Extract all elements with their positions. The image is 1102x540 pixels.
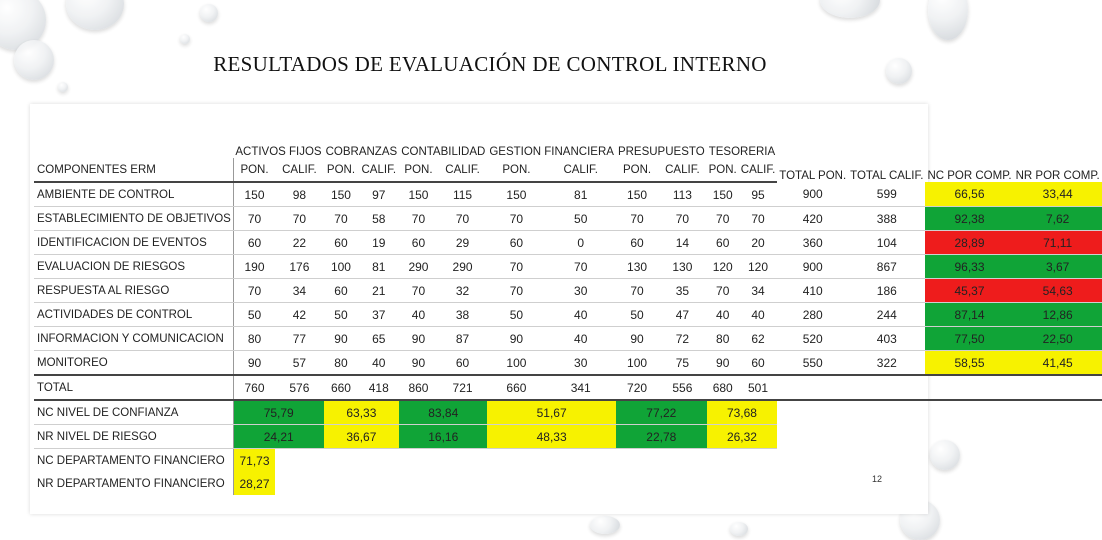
value-cell: 77 <box>275 327 323 351</box>
water-drop-decoration <box>66 0 124 30</box>
nr-nivel-cell: 22,78 <box>616 425 707 449</box>
table-row <box>34 425 1102 449</box>
nc-cell: 77,50 <box>925 327 1013 351</box>
col-header-total-pon: TOTAL PON. <box>779 170 847 182</box>
value-cell: 37 <box>358 303 399 327</box>
corner-cell <box>34 114 233 158</box>
total-cell: 860 <box>399 375 438 400</box>
table-row <box>34 351 1102 376</box>
value-cell: 150 <box>487 182 545 207</box>
value-cell: 70 <box>233 279 275 303</box>
value-cell: 60 <box>324 279 359 303</box>
value-cell: 40 <box>546 303 616 327</box>
total-cell: 680 <box>707 375 739 400</box>
value-cell: 410 <box>777 279 848 303</box>
sub-header-pon: PON. <box>487 158 545 182</box>
nc-nivel-cell: 63,33 <box>324 400 400 425</box>
value-cell: 120 <box>739 255 778 279</box>
value-cell: 60 <box>707 231 739 255</box>
value-cell: 70 <box>275 207 323 231</box>
nc-cell: 96,33 <box>925 255 1013 279</box>
value-cell: 80 <box>707 327 739 351</box>
value-cell: 113 <box>658 182 707 207</box>
nr-cell: 3,67 <box>1014 255 1102 279</box>
value-cell: 30 <box>546 279 616 303</box>
value-cell: 80 <box>233 327 275 351</box>
empty-cell <box>275 472 1102 495</box>
value-cell: 70 <box>233 207 275 231</box>
value-cell: 900 <box>777 255 848 279</box>
value-cell: 130 <box>616 255 658 279</box>
nc-departamento-value: 71,73 <box>233 449 275 473</box>
nc-nivel-label: NC NIVEL DE CONFIANZA <box>34 400 233 425</box>
slide-title: RESULTADOS DE EVALUACIÓN DE CONTROL INTERNO <box>213 52 767 76</box>
value-cell: 72 <box>658 327 707 351</box>
nr-cell: 12,86 <box>1014 303 1102 327</box>
value-cell: 176 <box>275 255 323 279</box>
total-cell: 341 <box>546 375 616 400</box>
value-cell: 70 <box>487 279 545 303</box>
value-cell: 35 <box>658 279 707 303</box>
value-cell: 57 <box>275 351 323 376</box>
value-cell: 388 <box>848 207 925 231</box>
value-cell: 62 <box>739 327 778 351</box>
value-cell: 40 <box>358 351 399 376</box>
table-row <box>34 182 1102 207</box>
value-cell: 40 <box>399 303 438 327</box>
table-row <box>34 255 1102 279</box>
value-cell: 90 <box>707 351 739 376</box>
sub-header-calif: CALIF. <box>275 158 323 182</box>
value-cell: 599 <box>848 182 925 207</box>
nr-departamento-value: 28,27 <box>233 472 275 495</box>
nc-nivel-cell: 73,68 <box>707 400 778 425</box>
value-cell: 115 <box>438 182 488 207</box>
value-cell: 520 <box>777 327 848 351</box>
table-row <box>34 472 1102 495</box>
value-cell: 58 <box>358 207 399 231</box>
row-label: AMBIENTE DE CONTROL <box>34 182 233 207</box>
value-cell: 42 <box>275 303 323 327</box>
empty-cell <box>777 375 1101 400</box>
total-cell: 720 <box>616 375 658 400</box>
total-cell: 660 <box>487 375 545 400</box>
sub-header-calif: CALIF. <box>739 158 778 182</box>
col-header-contabilidad: CONTABILIDAD <box>401 146 486 158</box>
nc-nivel-cell: 51,67 <box>487 400 616 425</box>
value-cell: 420 <box>777 207 848 231</box>
value-cell: 87 <box>438 327 488 351</box>
value-cell: 65 <box>358 327 399 351</box>
value-cell: 90 <box>487 327 545 351</box>
value-cell: 81 <box>358 255 399 279</box>
nc-nivel-cell: 77,22 <box>616 400 707 425</box>
nr-cell: 71,11 <box>1014 231 1102 255</box>
table-row <box>34 231 1102 255</box>
value-cell: 900 <box>777 182 848 207</box>
value-cell: 190 <box>233 255 275 279</box>
value-cell: 150 <box>233 182 275 207</box>
value-cell: 360 <box>777 231 848 255</box>
water-drop-decoration <box>180 34 190 44</box>
value-cell: 70 <box>658 207 707 231</box>
control-results-table <box>34 114 1102 495</box>
row-label: RESPUESTA AL RIESGO <box>34 279 233 303</box>
value-cell: 70 <box>707 207 739 231</box>
table-row <box>34 327 1102 351</box>
col-header-total-calif: TOTAL CALIF. <box>850 170 924 182</box>
value-cell: 60 <box>233 231 275 255</box>
value-cell: 70 <box>438 207 488 231</box>
table-row <box>34 114 1102 158</box>
value-cell: 81 <box>546 182 616 207</box>
value-cell: 100 <box>324 255 359 279</box>
value-cell: 150 <box>399 182 438 207</box>
col-header-nr-comp: NR POR COMP. <box>1015 170 1100 182</box>
total-cell: 556 <box>658 375 707 400</box>
nc-cell: 92,38 <box>925 207 1013 231</box>
sub-header-calif: CALIF. <box>658 158 707 182</box>
value-cell: 38 <box>438 303 488 327</box>
value-cell: 50 <box>487 303 545 327</box>
nc-nivel-cell: 75,79 <box>233 400 323 425</box>
value-cell: 70 <box>487 207 545 231</box>
value-cell: 150 <box>324 182 359 207</box>
nc-cell: 66,56 <box>925 182 1013 207</box>
value-cell: 70 <box>324 207 359 231</box>
sub-header-pon: PON. <box>616 158 658 182</box>
total-cell: 418 <box>358 375 399 400</box>
water-drop-decoration <box>200 4 218 22</box>
row-label: ESTABLECIMIENTO DE OBJETIVOS <box>34 207 233 231</box>
col-header-cobranzas: COBRANZAS <box>325 146 398 158</box>
water-drop-decoration <box>730 522 748 536</box>
total-cell: 660 <box>324 375 359 400</box>
nr-nivel-cell: 26,32 <box>707 425 778 449</box>
col-header-presupuesto: PRESUPUESTO <box>617 146 705 158</box>
value-cell: 47 <box>658 303 707 327</box>
results-sheet <box>30 104 1100 514</box>
sub-header-pon: PON. <box>399 158 438 182</box>
value-cell: 550 <box>777 351 848 376</box>
nr-cell: 7,62 <box>1014 207 1102 231</box>
value-cell: 130 <box>658 255 707 279</box>
value-cell: 70 <box>739 207 778 231</box>
nr-nivel-cell: 48,33 <box>487 425 616 449</box>
col-header-nc-comp: NC POR COMP. <box>927 170 1012 182</box>
value-cell: 19 <box>358 231 399 255</box>
row-label: INFORMACION Y COMUNICACION <box>34 327 233 351</box>
total-cell: 501 <box>739 375 778 400</box>
sub-header-pon: PON. <box>324 158 359 182</box>
col-header-tesoreria: TESORERIA <box>708 146 776 158</box>
nc-departamento-label: NC DEPARTAMENTO FINANCIERO <box>34 449 233 473</box>
nr-cell: 41,45 <box>1014 351 1102 376</box>
value-cell: 70 <box>399 279 438 303</box>
page-number: 12 <box>871 474 882 484</box>
value-cell: 186 <box>848 279 925 303</box>
table-row <box>34 400 1102 425</box>
value-cell: 22 <box>275 231 323 255</box>
total-label: TOTAL <box>34 375 233 400</box>
value-cell: 14 <box>658 231 707 255</box>
value-cell: 50 <box>324 303 359 327</box>
value-cell: 90 <box>616 327 658 351</box>
nr-cell: 22,50 <box>1014 327 1102 351</box>
value-cell: 20 <box>739 231 778 255</box>
nr-nivel-cell: 24,21 <box>233 425 323 449</box>
nr-nivel-cell: 16,16 <box>399 425 487 449</box>
value-cell: 150 <box>707 182 739 207</box>
value-cell: 95 <box>739 182 778 207</box>
value-cell: 290 <box>438 255 488 279</box>
nr-cell: 54,63 <box>1014 279 1102 303</box>
value-cell: 50 <box>546 207 616 231</box>
row-label: MONITOREO <box>34 351 233 376</box>
value-cell: 60 <box>739 351 778 376</box>
nc-nivel-cell: 83,84 <box>399 400 487 425</box>
value-cell: 60 <box>324 231 359 255</box>
value-cell: 322 <box>848 351 925 376</box>
value-cell: 80 <box>324 351 359 376</box>
nr-cell: 33,44 <box>1014 182 1102 207</box>
empty-cell <box>777 400 1101 425</box>
value-cell: 70 <box>616 207 658 231</box>
value-cell: 244 <box>848 303 925 327</box>
value-cell: 0 <box>546 231 616 255</box>
table-row <box>34 375 1102 400</box>
value-cell: 150 <box>616 182 658 207</box>
total-cell: 721 <box>438 375 488 400</box>
sub-header-calif: CALIF. <box>358 158 399 182</box>
sub-header-pon: PON. <box>233 158 275 182</box>
nc-cell: 28,89 <box>925 231 1013 255</box>
value-cell: 60 <box>399 231 438 255</box>
water-drop-decoration <box>590 516 620 534</box>
value-cell: 40 <box>739 303 778 327</box>
table-row <box>34 303 1102 327</box>
value-cell: 32 <box>438 279 488 303</box>
value-cell: 34 <box>739 279 778 303</box>
sub-header-calif: CALIF. <box>438 158 488 182</box>
value-cell: 29 <box>438 231 488 255</box>
nc-cell: 45,37 <box>925 279 1013 303</box>
value-cell: 104 <box>848 231 925 255</box>
value-cell: 90 <box>399 351 438 376</box>
nr-departamento-label: NR DEPARTAMENTO FINANCIERO <box>34 472 233 495</box>
value-cell: 100 <box>616 351 658 376</box>
value-cell: 98 <box>275 182 323 207</box>
row-label: ACTIVIDADES DE CONTROL <box>34 303 233 327</box>
value-cell: 90 <box>399 327 438 351</box>
col-header-gestion: GESTION FINANCIERA <box>489 146 614 158</box>
value-cell: 50 <box>233 303 275 327</box>
value-cell: 403 <box>848 327 925 351</box>
water-drop-decoration <box>58 82 68 92</box>
value-cell: 70 <box>707 279 739 303</box>
nr-nivel-label: NR NIVEL DE RIESGO <box>34 425 233 449</box>
water-drop-decoration <box>928 0 968 40</box>
value-cell: 60 <box>438 351 488 376</box>
row-label: IDENTIFICACION DE EVENTOS <box>34 231 233 255</box>
value-cell: 280 <box>777 303 848 327</box>
value-cell: 290 <box>399 255 438 279</box>
value-cell: 21 <box>358 279 399 303</box>
table-row <box>34 449 1102 473</box>
value-cell: 70 <box>487 255 545 279</box>
value-cell: 34 <box>275 279 323 303</box>
value-cell: 30 <box>546 351 616 376</box>
empty-cell <box>275 449 1102 473</box>
col-header-activos: ACTIVOS FIJOS <box>235 146 322 158</box>
empty-cell <box>777 425 1101 449</box>
value-cell: 75 <box>658 351 707 376</box>
value-cell: 60 <box>487 231 545 255</box>
value-cell: 120 <box>707 255 739 279</box>
value-cell: 40 <box>707 303 739 327</box>
total-cell: 760 <box>233 375 275 400</box>
sub-header-calif: CALIF. <box>546 158 616 182</box>
value-cell: 40 <box>546 327 616 351</box>
value-cell: 90 <box>233 351 275 376</box>
value-cell: 97 <box>358 182 399 207</box>
value-cell: 867 <box>848 255 925 279</box>
nr-nivel-cell: 36,67 <box>324 425 400 449</box>
value-cell: 60 <box>616 231 658 255</box>
value-cell: 70 <box>399 207 438 231</box>
value-cell: 90 <box>324 327 359 351</box>
sub-header-pon: PON. <box>707 158 739 182</box>
total-cell: 576 <box>275 375 323 400</box>
value-cell: 70 <box>546 255 616 279</box>
value-cell: 100 <box>487 351 545 376</box>
table-row <box>34 207 1102 231</box>
col-header-components: COMPONENTES ERM <box>34 158 233 182</box>
nc-cell: 87,14 <box>925 303 1013 327</box>
table-row <box>34 279 1102 303</box>
value-cell: 50 <box>616 303 658 327</box>
row-label: EVALUACION DE RIESGOS <box>34 255 233 279</box>
nc-cell: 58,55 <box>925 351 1013 376</box>
water-drop-decoration <box>820 0 880 18</box>
value-cell: 70 <box>616 279 658 303</box>
